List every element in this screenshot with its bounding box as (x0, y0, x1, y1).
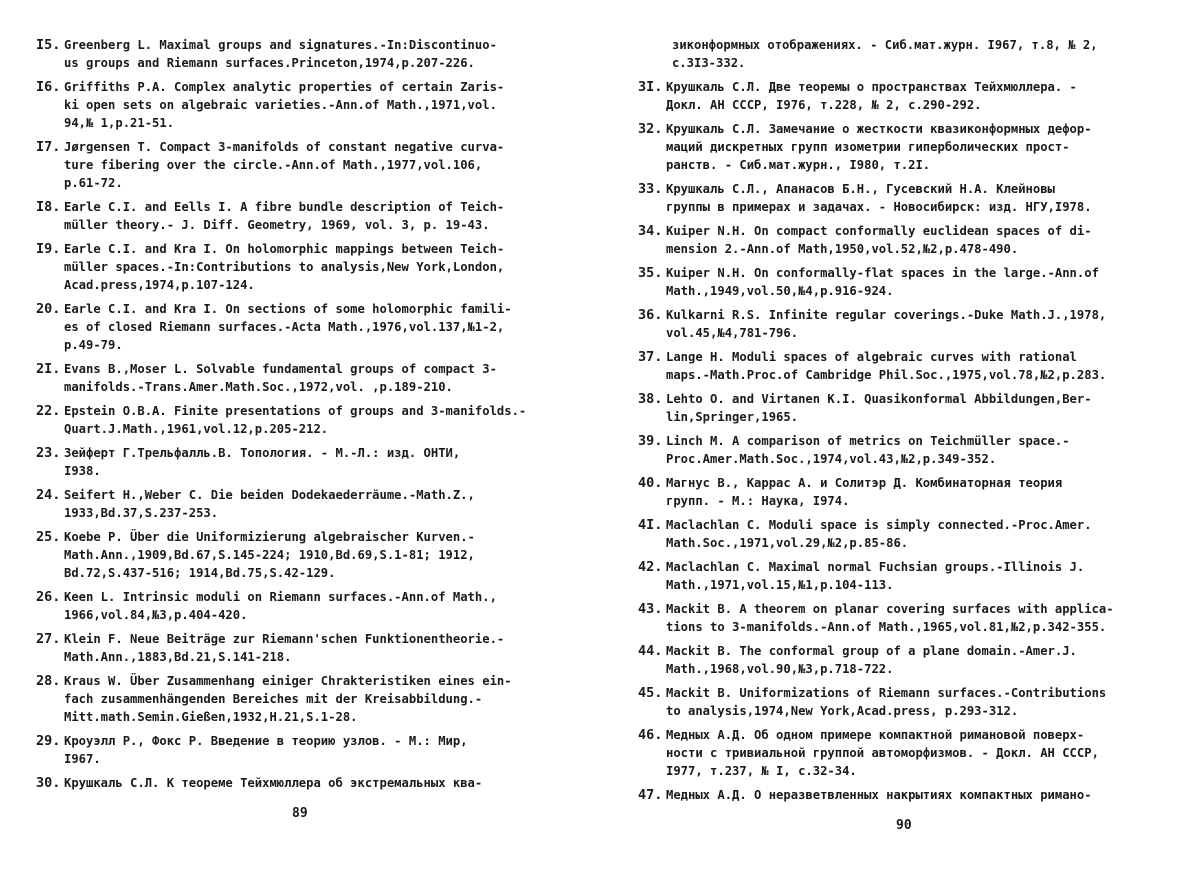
reference-item (36, 198, 576, 234)
reference-item (36, 588, 576, 624)
reference-continuation (638, 36, 1183, 72)
reference-number: 46. (638, 727, 663, 743)
reference-item (36, 774, 576, 792)
reference-text: Крушкаль С.Л. Две теоремы о пространствах Тейхмюллера. - Докл. АН СССР, I976, т.228, № 2, с.290-292. (666, 80, 1077, 112)
reference-item (36, 402, 576, 438)
reference-text: Greenberg L. Maximal groups and signatures.-In:Discontinuo- us groups and Riemann surfaces.Princeton,1974,p.207-226. (64, 38, 497, 70)
reference-text: Kulkarni R.S. Infinite regular coverings.-Duke Math.J.,1978, vol.45,№4,781-796. (666, 308, 1107, 340)
reference-item (36, 78, 576, 132)
reference-text: Магнус В., Каррас А. и Солитэр Д. Комбинаторная теория групп. - М.: Наука, I974. (666, 476, 1063, 508)
reference-item (638, 78, 1183, 114)
reference-item (638, 222, 1183, 258)
reference-text: Крушкаль С.Л. Замечание о жесткости квазиконформных дефор- маций дискретных групп изометрии гиперболических прост- ранств. - Сиб.мат.журн., I980, т.2I. (666, 122, 1092, 172)
reference-number: 30. (36, 775, 61, 791)
reference-text: зиконформных отображениях. - Сиб.мат.журн. I967, т.8, № 2, с.3I3-332. (672, 38, 1098, 70)
reference-item (638, 120, 1183, 174)
reference-item (36, 240, 576, 294)
reference-text: Seifert H.,Weber C. Die beiden Dodekaederräume.-Math.Z., 1933,Bd.37,S.237-253. (64, 488, 475, 520)
reference-number: 32. (638, 121, 663, 137)
reference-text: Mackit B. Uniformizations of Riemann surfaces.-Contributions to analysis,1974,New York,Acad.press, p.293-312. (666, 686, 1107, 718)
reference-number: 28. (36, 673, 61, 689)
reference-item (36, 486, 576, 522)
reference-item (36, 138, 576, 192)
reference-text: Klein F. Neue Beiträge zur Riemann'schen Funktionentheorie.- Math.Ann.,1883,Bd.21,S.141-218. (64, 632, 505, 664)
reference-text: Jørgensen T. Compact 3-manifolds of constant negative curva- ture fibering over the circle.-Ann.of Math.,1977,vol.106, p.61-72. (64, 140, 505, 190)
reference-item (638, 642, 1183, 678)
reference-number: 34. (638, 223, 663, 239)
reference-number: 2I. (36, 361, 61, 377)
reference-text: Epstein O.B.A. Finite presentations of groups and 3-manifolds.- Quart.J.Math.,1961,vol.12,p.205-212. (64, 404, 527, 436)
reference-number: 39. (638, 433, 663, 449)
reference-text: Koebe P. Über die Uniformizierung algebraischer Kurven.- Math.Ann.,1909,Bd.67,S.145-224; 1910,Bd.69,S.1-81; 1912, Bd.72,S.437-516; 1914,Bd.75,S.42-129. (64, 530, 475, 580)
reference-number: I9. (36, 241, 61, 257)
reference-number: I7. (36, 139, 61, 155)
reference-number: I8. (36, 199, 61, 215)
reference-item (638, 600, 1183, 636)
reference-text: Linch M. A comparison of metrics on Teichmüller space.- Proc.Amer.Math.Soc.,1974,vol.43,№2,p.349-352. (666, 434, 1070, 466)
reference-text: Griffiths P.A. Complex analytic properties of certain Zaris- ki open sets on algebraic varieties.-Ann.of Math.,1971,vol. 94,№ 1,p.21-51. (64, 80, 505, 130)
page-number: 90 (896, 818, 912, 833)
reference-item (36, 36, 576, 72)
reference-item (638, 558, 1183, 594)
reference-text: Зейферт Г.Трельфалль.В. Топология. - М.-Л.: изд. ОНТИ, I938. (64, 446, 461, 478)
reference-item (638, 264, 1183, 300)
reference-number: 33. (638, 181, 663, 197)
reference-number: 29. (36, 733, 61, 749)
reference-text: Maclachlan C. Moduli space is simply connected.-Proc.Amer. Math.Soc.,1971,vol.29,№2,p.85-86. (666, 518, 1092, 550)
reference-number: I5. (36, 37, 61, 53)
reference-number: 37. (638, 349, 663, 365)
reference-item (638, 474, 1183, 510)
reference-number: 22. (36, 403, 61, 419)
reference-text: Mackit B. A theorem on planar covering surfaces with applica- tions to 3-manifolds.-Ann.of Math.,1965,vol.81,№2,p.342-355. (666, 602, 1114, 634)
reference-text: Крушкаль С.Л., Апанасов Б.Н., Гусевский Н.А. Клейновы группы в примерах и задачах. - Новосибирск: изд. НГУ,I978. (666, 182, 1092, 214)
reference-text: Earle C.I. and Eells I. A fibre bundle description of Teich- müller theory.- J. Diff. Geometry, 1969, vol. 3, p. 19-43. (64, 200, 505, 232)
reference-text: Mackit B. The conformal group of a plane domain.-Amer.J. Math.,1968,vol.90,№3,p.718-722. (666, 644, 1077, 676)
reference-number: 3I. (638, 79, 663, 95)
reference-text: Kraus W. Über Zusammenhang einiger Chrakteristiken eines ein- fach zusammenhängenden Bereiches mit der Kreisabbildung.- Mitt.math.Semin.Gießen,1932,H.21,S.1-28. (64, 674, 512, 724)
reference-item (638, 432, 1183, 468)
reference-number: 24. (36, 487, 61, 503)
reference-number: 23. (36, 445, 61, 461)
reference-item (36, 300, 576, 354)
reference-text: Кроуэлл Р., Фокс Р. Введение в теорию узлов. - М.: Мир, I967. (64, 734, 468, 766)
reference-item (36, 360, 576, 396)
reference-number: 42. (638, 559, 663, 575)
reference-number: 4I. (638, 517, 663, 533)
reference-number: 38. (638, 391, 663, 407)
reference-text: Keen L. Intrinsic moduli on Riemann surfaces.-Ann.of Math., 1966,vol.84,№3,p.404-420. (64, 590, 497, 622)
reference-text: Earle C.I. and Kra I. On holomorphic mappings between Teich- müller spaces.-In:Contributions to analysis,New York,London, Acad.press,1974,p.107-124. (64, 242, 505, 292)
reference-item (638, 684, 1183, 720)
reference-text: Kuiper N.H. On compact conformally euclidean spaces of di- mension 2.-Ann.of Math,1950,vol.52,№2,p.478-490. (666, 224, 1092, 256)
reference-number: I6. (36, 79, 61, 95)
reference-item (36, 672, 576, 726)
reference-number: 26. (36, 589, 61, 605)
reference-number: 25. (36, 529, 61, 545)
reference-item (638, 348, 1183, 384)
right-page (600, 0, 1200, 872)
reference-list (36, 36, 576, 798)
reference-number: 20. (36, 301, 61, 317)
reference-item (36, 528, 576, 582)
reference-item (36, 630, 576, 666)
reference-text: Kuiper N.H. On conformally-flat spaces in the large.-Ann.of Math.,1949,vol.50,№4,p.916-924. (666, 266, 1099, 298)
reference-item (36, 732, 576, 768)
reference-item (638, 390, 1183, 426)
reference-number: 45. (638, 685, 663, 701)
reference-item (638, 786, 1183, 804)
reference-text: Крушкаль С.Л. К теореме Тейхмюллера об экстремальных ква- (64, 776, 483, 790)
reference-list (638, 36, 1183, 810)
reference-number: 47. (638, 787, 663, 803)
reference-number: 43. (638, 601, 663, 617)
reference-text: Evans B.,Moser L. Solvable fundamental groups of compact 3- manifolds.-Trans.Amer.Math.Soc.,1972,vol. ,p.189-210. (64, 362, 497, 394)
reference-item (638, 516, 1183, 552)
reference-number: 36. (638, 307, 663, 323)
reference-text: Maclachlan C. Maximal normal Fuchsian groups.-Illinois J. Math.,1971,vol.15,№1,p.104-113. (666, 560, 1085, 592)
reference-number: 35. (638, 265, 663, 281)
reference-text: Медных А.Д. О неразветвленных накрытиях компактных римано- (666, 788, 1092, 802)
reference-item (638, 306, 1183, 342)
reference-number: 27. (36, 631, 61, 647)
reference-text: Медных А.Д. Об одном примере компактной римановой поверх- ности с тривиальной группой автоморфизмов. - Докл. АН СССР, I977, т.237, № I, с.32-34. (666, 728, 1099, 778)
reference-text: Earle C.I. and Kra I. On sections of some holomorphic famili- es of closed Riemann surfaces.-Acta Math.,1976,vol.137,№1-2, p.49-79. (64, 302, 512, 352)
reference-item (638, 726, 1183, 780)
page-number: 89 (292, 806, 308, 821)
reference-text: Lange H. Moduli spaces of algebraic curves with rational maps.-Math.Proc.of Cambridge Phil.Soc.,1975,vol.78,№2,p.283. (666, 350, 1107, 382)
reference-number: 44. (638, 643, 663, 659)
reference-number: 40. (638, 475, 663, 491)
reference-text: Lehto O. and Virtanen K.I. Quasikonformal Abbildungen,Ber- lin,Springer,1965. (666, 392, 1092, 424)
reference-item (36, 444, 576, 480)
reference-item (638, 180, 1183, 216)
